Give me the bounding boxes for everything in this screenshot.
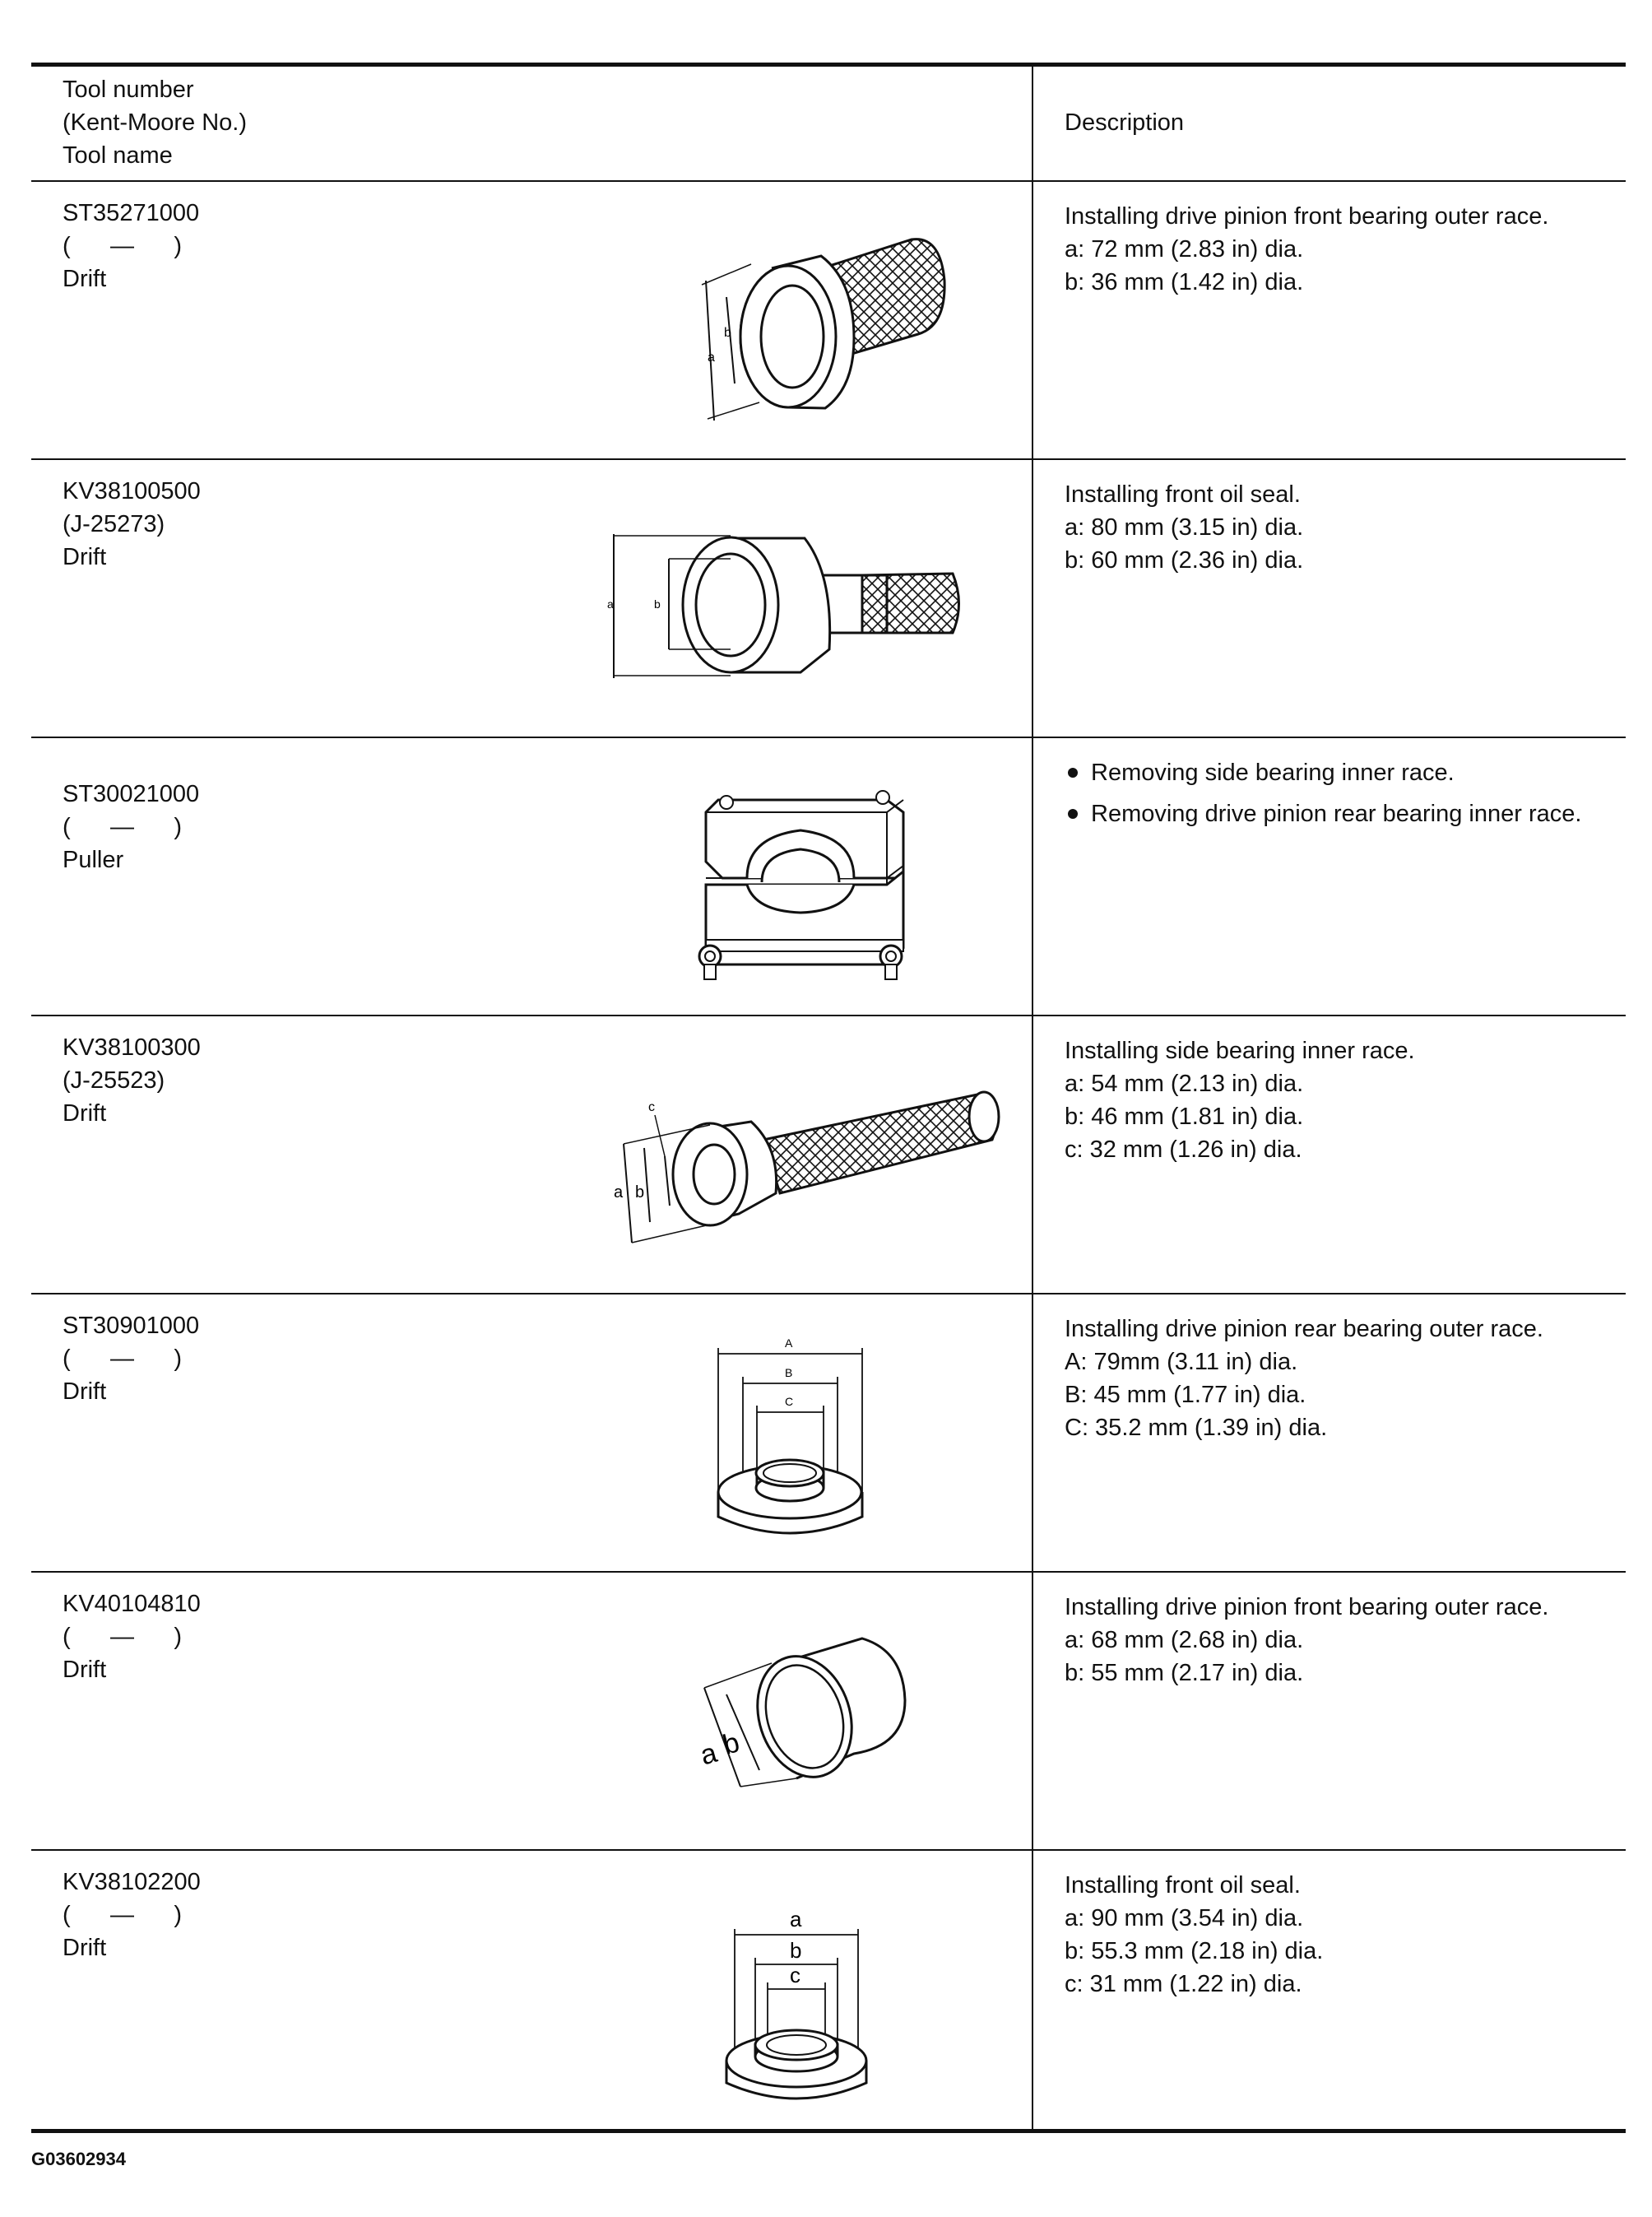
kent-moore-number: ( — ) [63,1624,182,1650]
description-line: b: 55.3 mm (2.18 in) dia. [1065,1938,1324,1964]
tool-name: Drift [63,544,107,570]
description-cell [1033,1573,1626,1849]
dimension-label-C: C [785,1395,794,1408]
kent-moore-number: ( — ) [63,1346,182,1372]
tool-name: Drift [63,1378,107,1405]
dimension-label-A: A [785,1336,793,1350]
description-line: c: 31 mm (1.22 in) dia. [1065,1971,1302,1997]
table-bottom-rule [31,2129,1626,2133]
tool-cell [31,182,1033,458]
description-line: C: 35.2 mm (1.39 in) dia. [1065,1415,1328,1441]
tool-name: Drift [63,1935,107,1961]
header-description: Description [1065,109,1185,136]
dimension-label-a: a [697,1736,721,1772]
table-row [31,1294,1626,1573]
dimension-label-a: a [614,1183,624,1201]
tool-cell [31,738,1033,1015]
dimension-label-b: b [790,1938,802,1963]
table-row [31,738,1626,1016]
description-line: Installing drive pinion rear bearing outer race. [1065,1316,1543,1342]
table-row [31,460,1626,738]
description-line: Installing drive pinion front bearing outer race. [1065,1594,1549,1620]
list-item: Removing side bearing inner race. [1065,756,1626,789]
description-line: b: 46 mm (1.81 in) dia. [1065,1104,1304,1130]
header-tool-number: Tool number [63,77,194,103]
dimension-label-c: c [648,1100,655,1114]
tool-number: ST35271000 [63,200,200,226]
description-line: a: 80 mm (3.15 in) dia. [1065,514,1304,541]
figure-code: G03602934 [31,2149,126,2169]
kent-moore-number: ( — ) [63,233,182,259]
description-cell [1033,1851,1626,2129]
description-line: b: 55 mm (2.17 in) dia. [1065,1660,1304,1686]
header-tool-cell [31,67,1033,180]
tool-cell [31,1851,1033,2129]
dimension-label-B: B [785,1366,793,1379]
special-service-tools-table [31,63,1626,2133]
tool-number: KV38102200 [63,1869,201,1895]
description-line: a: 72 mm (2.83 in) dia. [1065,236,1304,263]
description-bullets [1065,756,1626,830]
description-line: Installing side bearing inner race. [1065,1038,1415,1064]
tool-cell [31,1294,1033,1571]
description-line: Installing front oil seal. [1065,481,1301,508]
tool-name: Puller [63,847,124,873]
puller-split-block-icon [681,779,920,993]
tool-number: ST30901000 [63,1313,200,1339]
kent-moore-number: ( — ) [63,1902,182,1928]
dimension-label-b: b [719,1727,743,1761]
description-line: a: 90 mm (3.54 in) dia. [1065,1905,1304,1931]
tool-number: KV38100500 [63,478,201,504]
description-line: A: 79mm (3.11 in) dia. [1065,1349,1298,1375]
tool-name: Drift [63,1100,107,1127]
description-line: a: 54 mm (2.13 in) dia. [1065,1071,1304,1097]
header-description-cell [1033,67,1626,180]
drift-ring-icon [714,1892,879,2114]
description-line: Installing drive pinion front bearing outer race. [1065,203,1549,230]
drift-knurled-handle-icon [657,231,953,429]
tool-number: ST30021000 [63,781,200,807]
description-line: b: 36 mm (1.42 in) dia. [1065,269,1304,295]
description-line: a: 68 mm (2.68 in) dia. [1065,1627,1304,1653]
table-row [31,1016,1626,1294]
dimension-label-b: b [724,326,731,340]
table-row [31,182,1626,460]
kent-moore-number: (J-25523) [63,1067,165,1094]
dimension-label-b: b [654,597,661,611]
tool-number: KV40104810 [63,1591,201,1617]
header-tool-name: Tool name [63,142,173,169]
description-line: B: 45 mm (1.77 in) dia. [1065,1382,1306,1408]
drift-long-handle-icon [591,1057,1019,1280]
dimension-label-a: a [708,351,715,365]
drift-short-handle-icon [607,526,969,690]
drift-disc-icon [698,1327,887,1558]
dimension-label-b: b [635,1183,645,1201]
description-cell [1033,1016,1626,1293]
list-item: Removing drive pinion rear bearing inner race. [1065,797,1601,830]
description-cell [1033,182,1626,458]
description-line: b: 60 mm (2.36 in) dia. [1065,547,1304,574]
drift-cylinder-icon [689,1630,920,1803]
tool-name: Drift [63,1657,107,1683]
table-row [31,1851,1626,2129]
dimension-label-c: c [790,1963,800,1987]
table-header-row [31,67,1626,182]
kent-moore-number: (J-25273) [63,511,165,537]
description-line: Installing front oil seal. [1065,1872,1301,1899]
description-cell [1033,460,1626,737]
tool-cell [31,1573,1033,1849]
description-cell [1033,738,1626,1015]
tool-name: Drift [63,266,107,292]
header-kent-moore: (Kent-Moore No.) [63,109,248,136]
description-cell [1033,1294,1626,1571]
table-row [31,1573,1626,1851]
tool-cell [31,460,1033,737]
kent-moore-number: ( — ) [63,814,182,840]
dimension-label-a: a [790,1907,802,1931]
description-line: c: 32 mm (1.26 in) dia. [1065,1136,1302,1163]
tool-number: KV38100300 [63,1034,201,1061]
dimension-label-a: a [607,597,614,611]
tool-cell [31,1016,1033,1293]
